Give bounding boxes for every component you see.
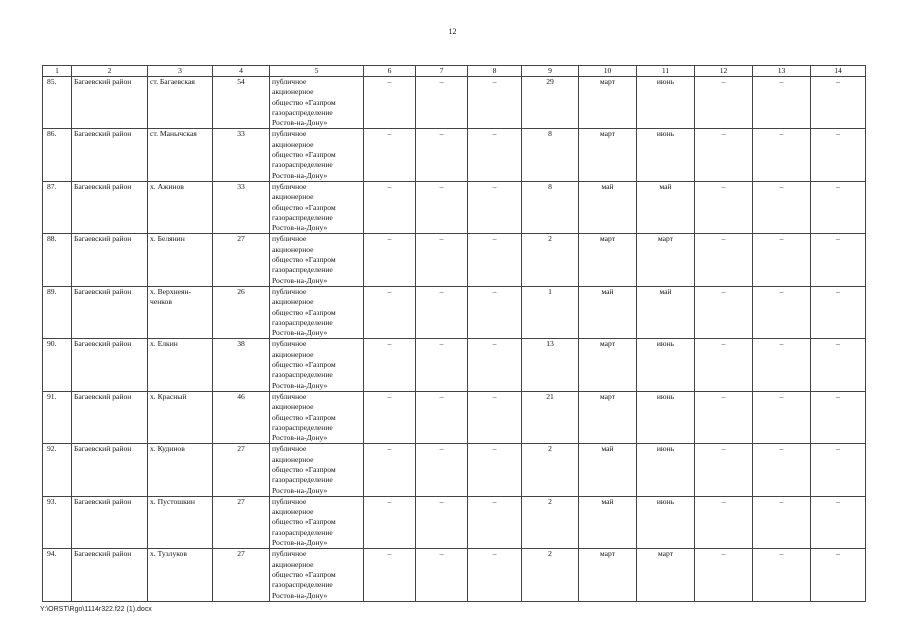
organization-name-line: публичное	[272, 77, 307, 86]
organization-name-line: газораспределение	[272, 212, 333, 222]
value-cell: –	[416, 77, 468, 129]
organization-name-line: публичное	[272, 339, 307, 349]
value-cell: –	[364, 77, 416, 129]
row-number: 85.	[43, 77, 72, 129]
value-cell: –	[811, 234, 866, 286]
quantity-cell: 27	[213, 496, 270, 548]
value-cell: –	[695, 286, 753, 338]
organization-name-line: общество «Газпром	[272, 97, 336, 107]
value-cell: –	[695, 549, 753, 601]
value-cell: –	[811, 339, 866, 391]
value-cell: –	[695, 129, 753, 181]
row-number: 88.	[43, 234, 72, 286]
column-header: 6	[364, 66, 416, 77]
settlement-cell: ст. Манычская	[148, 129, 213, 181]
organization-name-line: публичное	[272, 549, 307, 559]
value-cell: –	[695, 77, 753, 129]
count-cell: 2	[522, 496, 579, 548]
organization-name-line: акционерное	[272, 87, 314, 97]
organization-name-line: Ростов-на-Дону»	[272, 538, 328, 548]
column-header: 7	[416, 66, 468, 77]
quantity-cell: 27	[213, 549, 270, 601]
value-cell: –	[364, 444, 416, 496]
end-month-cell: июнь	[637, 391, 695, 443]
end-month-cell: май	[637, 286, 695, 338]
organization-name-line: публичное	[272, 496, 307, 506]
value-cell: –	[468, 496, 522, 548]
organization-name-line: Ростов-на-Дону»	[272, 433, 328, 443]
organization-name-line: акционерное	[272, 507, 314, 517]
district-cell: Багаевский район	[72, 129, 148, 181]
value-cell: –	[811, 391, 866, 443]
settlement-cell: х. Кудинов	[148, 444, 213, 496]
start-month-cell: май	[579, 181, 637, 233]
organization-name-line: Ростов-на-Дону»	[272, 485, 328, 495]
column-header: 11	[637, 66, 695, 77]
district-cell: Багаевский район	[72, 181, 148, 233]
count-cell: 2	[522, 549, 579, 601]
value-cell: –	[416, 286, 468, 338]
value-cell: –	[364, 181, 416, 233]
organization-name-line: газораспределение	[272, 317, 333, 327]
district-cell: Багаевский район	[72, 339, 148, 391]
row-number: 93.	[43, 496, 72, 548]
organization-name-line: акционерное	[272, 244, 314, 254]
value-cell: –	[695, 444, 753, 496]
organization-name-line: акционерное	[272, 402, 314, 412]
start-month-cell: март	[579, 129, 637, 181]
settlement-cell: х. Пустошкин	[148, 496, 213, 548]
value-cell: –	[416, 391, 468, 443]
organization-name-line: общество «Газпром	[272, 150, 336, 160]
table-row	[43, 129, 866, 181]
value-cell: –	[811, 181, 866, 233]
column-header: 10	[579, 66, 637, 77]
value-cell: –	[753, 234, 811, 286]
column-number-row	[43, 66, 866, 77]
value-cell: –	[416, 549, 468, 601]
row-number: 91.	[43, 391, 72, 443]
column-header: 8	[468, 66, 522, 77]
count-cell: 2	[522, 234, 579, 286]
value-cell: –	[416, 444, 468, 496]
organization-name-line: газораспределение	[272, 370, 333, 380]
district-cell: Багаевский район	[72, 234, 148, 286]
organization-cell	[270, 286, 364, 338]
organization-name-line: газораспределение	[272, 580, 333, 590]
organization-name-line: Ростов-на-Дону»	[272, 118, 328, 128]
value-cell: –	[811, 496, 866, 548]
value-cell: –	[753, 339, 811, 391]
value-cell: –	[416, 339, 468, 391]
row-number: 89.	[43, 286, 72, 338]
organization-name-line: публичное	[272, 129, 307, 139]
value-cell: –	[468, 77, 522, 129]
organization-cell	[270, 181, 364, 233]
quantity-cell: 33	[213, 181, 270, 233]
end-month-cell: март	[637, 234, 695, 286]
quantity-cell: 46	[213, 391, 270, 443]
value-cell: –	[364, 339, 416, 391]
column-header: 4	[213, 66, 270, 77]
organization-name-line: Ростов-на-Дону»	[272, 275, 328, 285]
start-month-cell: март	[579, 77, 637, 129]
count-cell: 21	[522, 391, 579, 443]
value-cell: –	[468, 444, 522, 496]
quantity-cell: 27	[213, 444, 270, 496]
value-cell: –	[364, 496, 416, 548]
organization-name-line: газораспределение	[272, 160, 333, 170]
organization-cell	[270, 129, 364, 181]
organization-name-line: публичное	[272, 444, 307, 454]
value-cell: –	[753, 181, 811, 233]
organization-name-line: Ростов-на-Дону»	[272, 380, 328, 390]
organization-name-line: газораспределение	[272, 475, 333, 485]
end-month-cell: май	[637, 181, 695, 233]
district-cell: Багаевский район	[72, 444, 148, 496]
organization-cell	[270, 549, 364, 601]
district-cell: Багаевский район	[72, 77, 148, 129]
organization-name-line: акционерное	[272, 454, 314, 464]
organization-name-line: Ростов-на-Дону»	[272, 223, 328, 233]
district-cell: Багаевский район	[72, 391, 148, 443]
organization-name-line: публичное	[272, 234, 307, 244]
end-month-cell: март	[637, 549, 695, 601]
count-cell: 13	[522, 339, 579, 391]
value-cell: –	[364, 549, 416, 601]
value-cell: –	[811, 129, 866, 181]
table-row	[43, 339, 866, 391]
value-cell: –	[364, 286, 416, 338]
quantity-cell: 38	[213, 339, 270, 391]
column-header: 9	[522, 66, 579, 77]
settlement-cell: х. Тузлуков	[148, 549, 213, 601]
organization-name-line: общество «Газпром	[272, 307, 336, 317]
end-month-cell: июнь	[637, 77, 695, 129]
column-header: 13	[753, 66, 811, 77]
end-month-cell: июнь	[637, 129, 695, 181]
value-cell: –	[468, 234, 522, 286]
quantity-cell: 27	[213, 234, 270, 286]
value-cell: –	[753, 549, 811, 601]
organization-name-line: Ростов-на-Дону»	[272, 170, 328, 180]
value-cell: –	[364, 129, 416, 181]
row-number: 94.	[43, 549, 72, 601]
row-number: 92.	[43, 444, 72, 496]
organization-cell	[270, 234, 364, 286]
end-month-cell: июнь	[637, 444, 695, 496]
document-file-path: Y:\ORST\Rgo\1114r322.f22 (1).docx	[40, 606, 152, 613]
value-cell: –	[416, 234, 468, 286]
start-month-cell: март	[579, 339, 637, 391]
start-month-cell: март	[579, 549, 637, 601]
organization-name-line: газораспределение	[272, 422, 333, 432]
value-cell: –	[695, 181, 753, 233]
column-header: 14	[811, 66, 866, 77]
page-number: 12	[448, 27, 457, 36]
count-cell: 2	[522, 444, 579, 496]
organization-name-line: Ростов-на-Дону»	[272, 328, 328, 338]
value-cell: –	[695, 339, 753, 391]
district-cell: Багаевский район	[72, 549, 148, 601]
column-header: 12	[695, 66, 753, 77]
district-cell: Багаевский район	[72, 496, 148, 548]
quantity-cell: 33	[213, 129, 270, 181]
column-header: 5	[270, 66, 364, 77]
organization-name-line: акционерное	[272, 559, 314, 569]
value-cell: –	[811, 286, 866, 338]
column-header: 3	[148, 66, 213, 77]
organization-name-line: публичное	[272, 391, 307, 401]
row-number: 90.	[43, 339, 72, 391]
organization-cell	[270, 391, 364, 443]
value-cell: –	[468, 549, 522, 601]
settlement-cell: х. Ажинов	[148, 181, 213, 233]
settlement-cell: х. Верхнеян-ченков	[148, 286, 213, 338]
settlement-cell: ст. Багаевская	[148, 77, 213, 129]
table-row	[43, 181, 866, 233]
row-number: 86.	[43, 129, 72, 181]
count-cell: 8	[522, 181, 579, 233]
organization-name-line: акционерное	[272, 192, 314, 202]
value-cell: –	[364, 391, 416, 443]
value-cell: –	[468, 181, 522, 233]
start-month-cell: март	[579, 234, 637, 286]
value-cell: –	[468, 286, 522, 338]
value-cell: –	[468, 129, 522, 181]
value-cell: –	[753, 286, 811, 338]
value-cell: –	[753, 496, 811, 548]
value-cell: –	[811, 444, 866, 496]
end-month-cell: июнь	[637, 339, 695, 391]
value-cell: –	[811, 77, 866, 129]
organization-cell	[270, 444, 364, 496]
organization-name-line: акционерное	[272, 297, 314, 307]
district-cell: Багаевский район	[72, 286, 148, 338]
quantity-cell: 26	[213, 286, 270, 338]
table-row	[43, 444, 866, 496]
settlement-cell: х. Белянин	[148, 234, 213, 286]
organization-cell	[270, 339, 364, 391]
start-month-cell: май	[579, 286, 637, 338]
organization-name-line: акционерное	[272, 139, 314, 149]
table-row	[43, 496, 866, 548]
start-month-cell: март	[579, 391, 637, 443]
value-cell: –	[416, 496, 468, 548]
value-cell: –	[416, 129, 468, 181]
organization-name-line: общество «Газпром	[272, 360, 336, 370]
value-cell: –	[753, 444, 811, 496]
start-month-cell: май	[579, 444, 637, 496]
value-cell: –	[753, 391, 811, 443]
organization-name-line: общество «Газпром	[272, 517, 336, 527]
value-cell: –	[468, 339, 522, 391]
table-row	[43, 286, 866, 338]
column-header: 2	[72, 66, 148, 77]
organization-name-line: акционерное	[272, 349, 314, 359]
organization-name-line: общество «Газпром	[272, 464, 336, 474]
organization-name-line: газораспределение	[272, 265, 333, 275]
table-row	[43, 391, 866, 443]
value-cell: –	[753, 77, 811, 129]
settlement-cell: х. Елкин	[148, 339, 213, 391]
start-month-cell: май	[579, 496, 637, 548]
value-cell: –	[695, 391, 753, 443]
organization-cell	[270, 77, 364, 129]
row-number: 87.	[43, 181, 72, 233]
column-header: 1	[43, 66, 72, 77]
table-row	[43, 77, 866, 129]
organization-name-line: общество «Газпром	[272, 569, 336, 579]
value-cell: –	[695, 496, 753, 548]
organization-cell	[270, 496, 364, 548]
value-cell: –	[416, 181, 468, 233]
count-cell: 1	[522, 286, 579, 338]
table-row	[43, 549, 866, 601]
organization-name-line: публичное	[272, 181, 307, 191]
value-cell: –	[695, 234, 753, 286]
settlement-cell: х. Красный	[148, 391, 213, 443]
quantity-cell: 54	[213, 77, 270, 129]
organization-name-line: общество «Газпром	[272, 412, 336, 422]
organization-name-line: публичное	[272, 286, 307, 296]
end-month-cell: июнь	[637, 496, 695, 548]
value-cell: –	[811, 549, 866, 601]
organization-name-line: общество «Газпром	[272, 255, 336, 265]
value-cell: –	[364, 234, 416, 286]
organization-name-line: Ростов-на-Дону»	[272, 590, 328, 600]
value-cell: –	[468, 391, 522, 443]
register-table	[42, 65, 866, 602]
count-cell: 29	[522, 77, 579, 129]
table-row	[43, 234, 866, 286]
organization-name-line: газораспределение	[272, 527, 333, 537]
count-cell: 8	[522, 129, 579, 181]
organization-name-line: общество «Газпром	[272, 202, 336, 212]
organization-name-line: газораспределение	[272, 107, 333, 117]
value-cell: –	[753, 129, 811, 181]
